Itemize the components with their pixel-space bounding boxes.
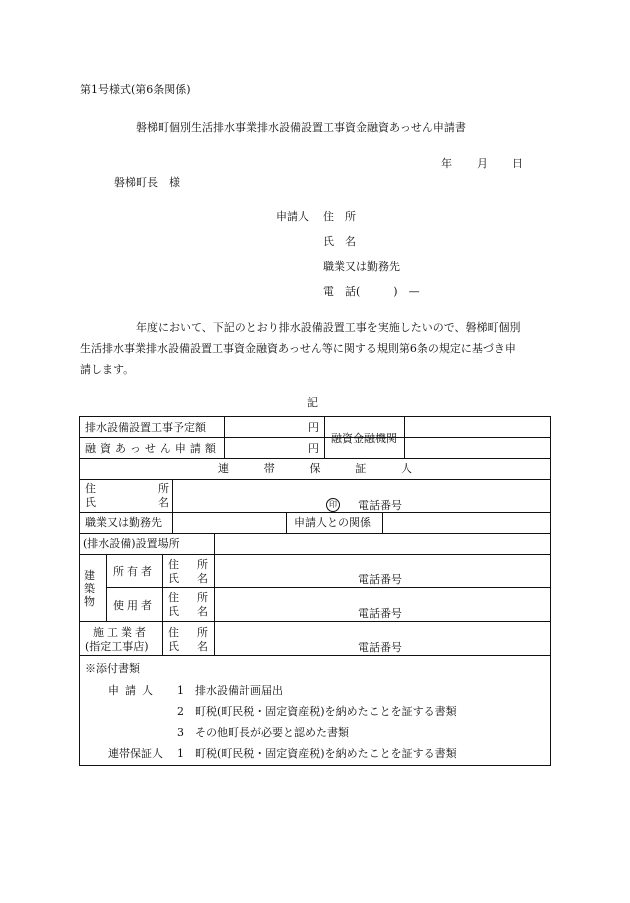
applicant-address-label: 住 所 — [323, 210, 356, 223]
estimated-cost-label: 排水設備設置工事予定額 — [85, 421, 206, 434]
date-year: 年 — [441, 157, 452, 170]
attachment-text-2: 町税(町民税・固定資産税)を納めたことを証する書類 — [195, 705, 457, 718]
contractor-addr-name: 住 所 氏 名 — [168, 626, 208, 653]
attachments-applicant-label: 申請人 — [108, 684, 159, 697]
attachment-num-4: 1 — [177, 747, 184, 760]
owner-addr-name: 住 所 氏 名 — [168, 558, 208, 585]
applicant-phone-label: 電 話( ) — — [323, 285, 420, 298]
attachment-text-4: 町税(町民税・固定資産税)を納めたことを証する書類 — [195, 747, 457, 760]
attachments-heading: ※添付書類 — [85, 662, 140, 675]
date-day: 日 — [512, 157, 523, 170]
attachment-num-2: 2 — [177, 705, 184, 718]
request-paragraph — [80, 317, 550, 380]
date-month: 月 — [477, 157, 488, 170]
user-phone-label: 電話番号 — [358, 607, 402, 620]
guarantor-header: 連 帯 保 証 人 — [218, 462, 412, 475]
guarantor-occupation-label: 職業又は勤務先 — [85, 516, 162, 529]
applicant-occupation-label: 職業又は勤務先 — [323, 260, 400, 273]
paragraph-line-3: 請します。 — [80, 363, 135, 376]
loan-request-yen: 円 — [308, 442, 319, 455]
contractor-phone-label: 電話番号 — [358, 641, 402, 654]
applicant-label: 申請人 — [276, 210, 309, 223]
loan-request-label: 融資あっせん申請額 — [85, 442, 220, 455]
relation-label: 申請人との関係 — [294, 516, 371, 529]
user-label: 使用者 — [113, 599, 155, 612]
user-addr-name: 住 所 氏 名 — [168, 591, 208, 618]
contractor-label: 施工業者 (指定工事店) — [85, 626, 149, 653]
attachment-text-1: 排水設備計画届出 — [195, 684, 283, 697]
estimated-cost-yen: 円 — [308, 421, 319, 434]
building-label: 建築物 — [84, 569, 95, 608]
owner-label: 所有者 — [113, 565, 155, 578]
paragraph-line-2: 生活排水事業排水設備設置工事資金融資あっせん等に関する規則第6条の規定に基づき申 — [80, 342, 516, 355]
guarantor-address-label: 住 所 — [85, 482, 169, 495]
owner-phone-label: 電話番号 — [358, 573, 402, 586]
addressee: 磐梯町長 様 — [114, 176, 180, 189]
guarantor-seal: 印 — [326, 498, 340, 512]
attachment-text-3: その他町長が必要と認めた書類 — [195, 726, 349, 739]
note-heading: 記 — [307, 396, 318, 409]
guarantor-phone-label: 電話番号 — [358, 499, 402, 512]
location-label: (排水設備)設置場所 — [83, 537, 180, 550]
attachment-num-3: 3 — [177, 726, 184, 739]
bank-label: 融資金融機関 — [331, 432, 397, 445]
guarantor-name-label: 氏 名 — [85, 496, 169, 509]
document-title: 磐梯町個別生活排水事業排水設備設置工事資金融資あっせん申請書 — [136, 121, 466, 134]
paragraph-line-1: 年度において、下記のとおり排水設備設置工事を実施したいので、磐梯町個別 — [136, 321, 521, 334]
applicant-name-label: 氏 名 — [323, 235, 356, 248]
attachments-guarantor-label: 連帯保証人 — [108, 747, 163, 760]
form-number: 第1号様式(第6条関係) — [80, 83, 191, 96]
application-form-table — [79, 416, 551, 766]
attachment-num-1: 1 — [177, 684, 184, 697]
